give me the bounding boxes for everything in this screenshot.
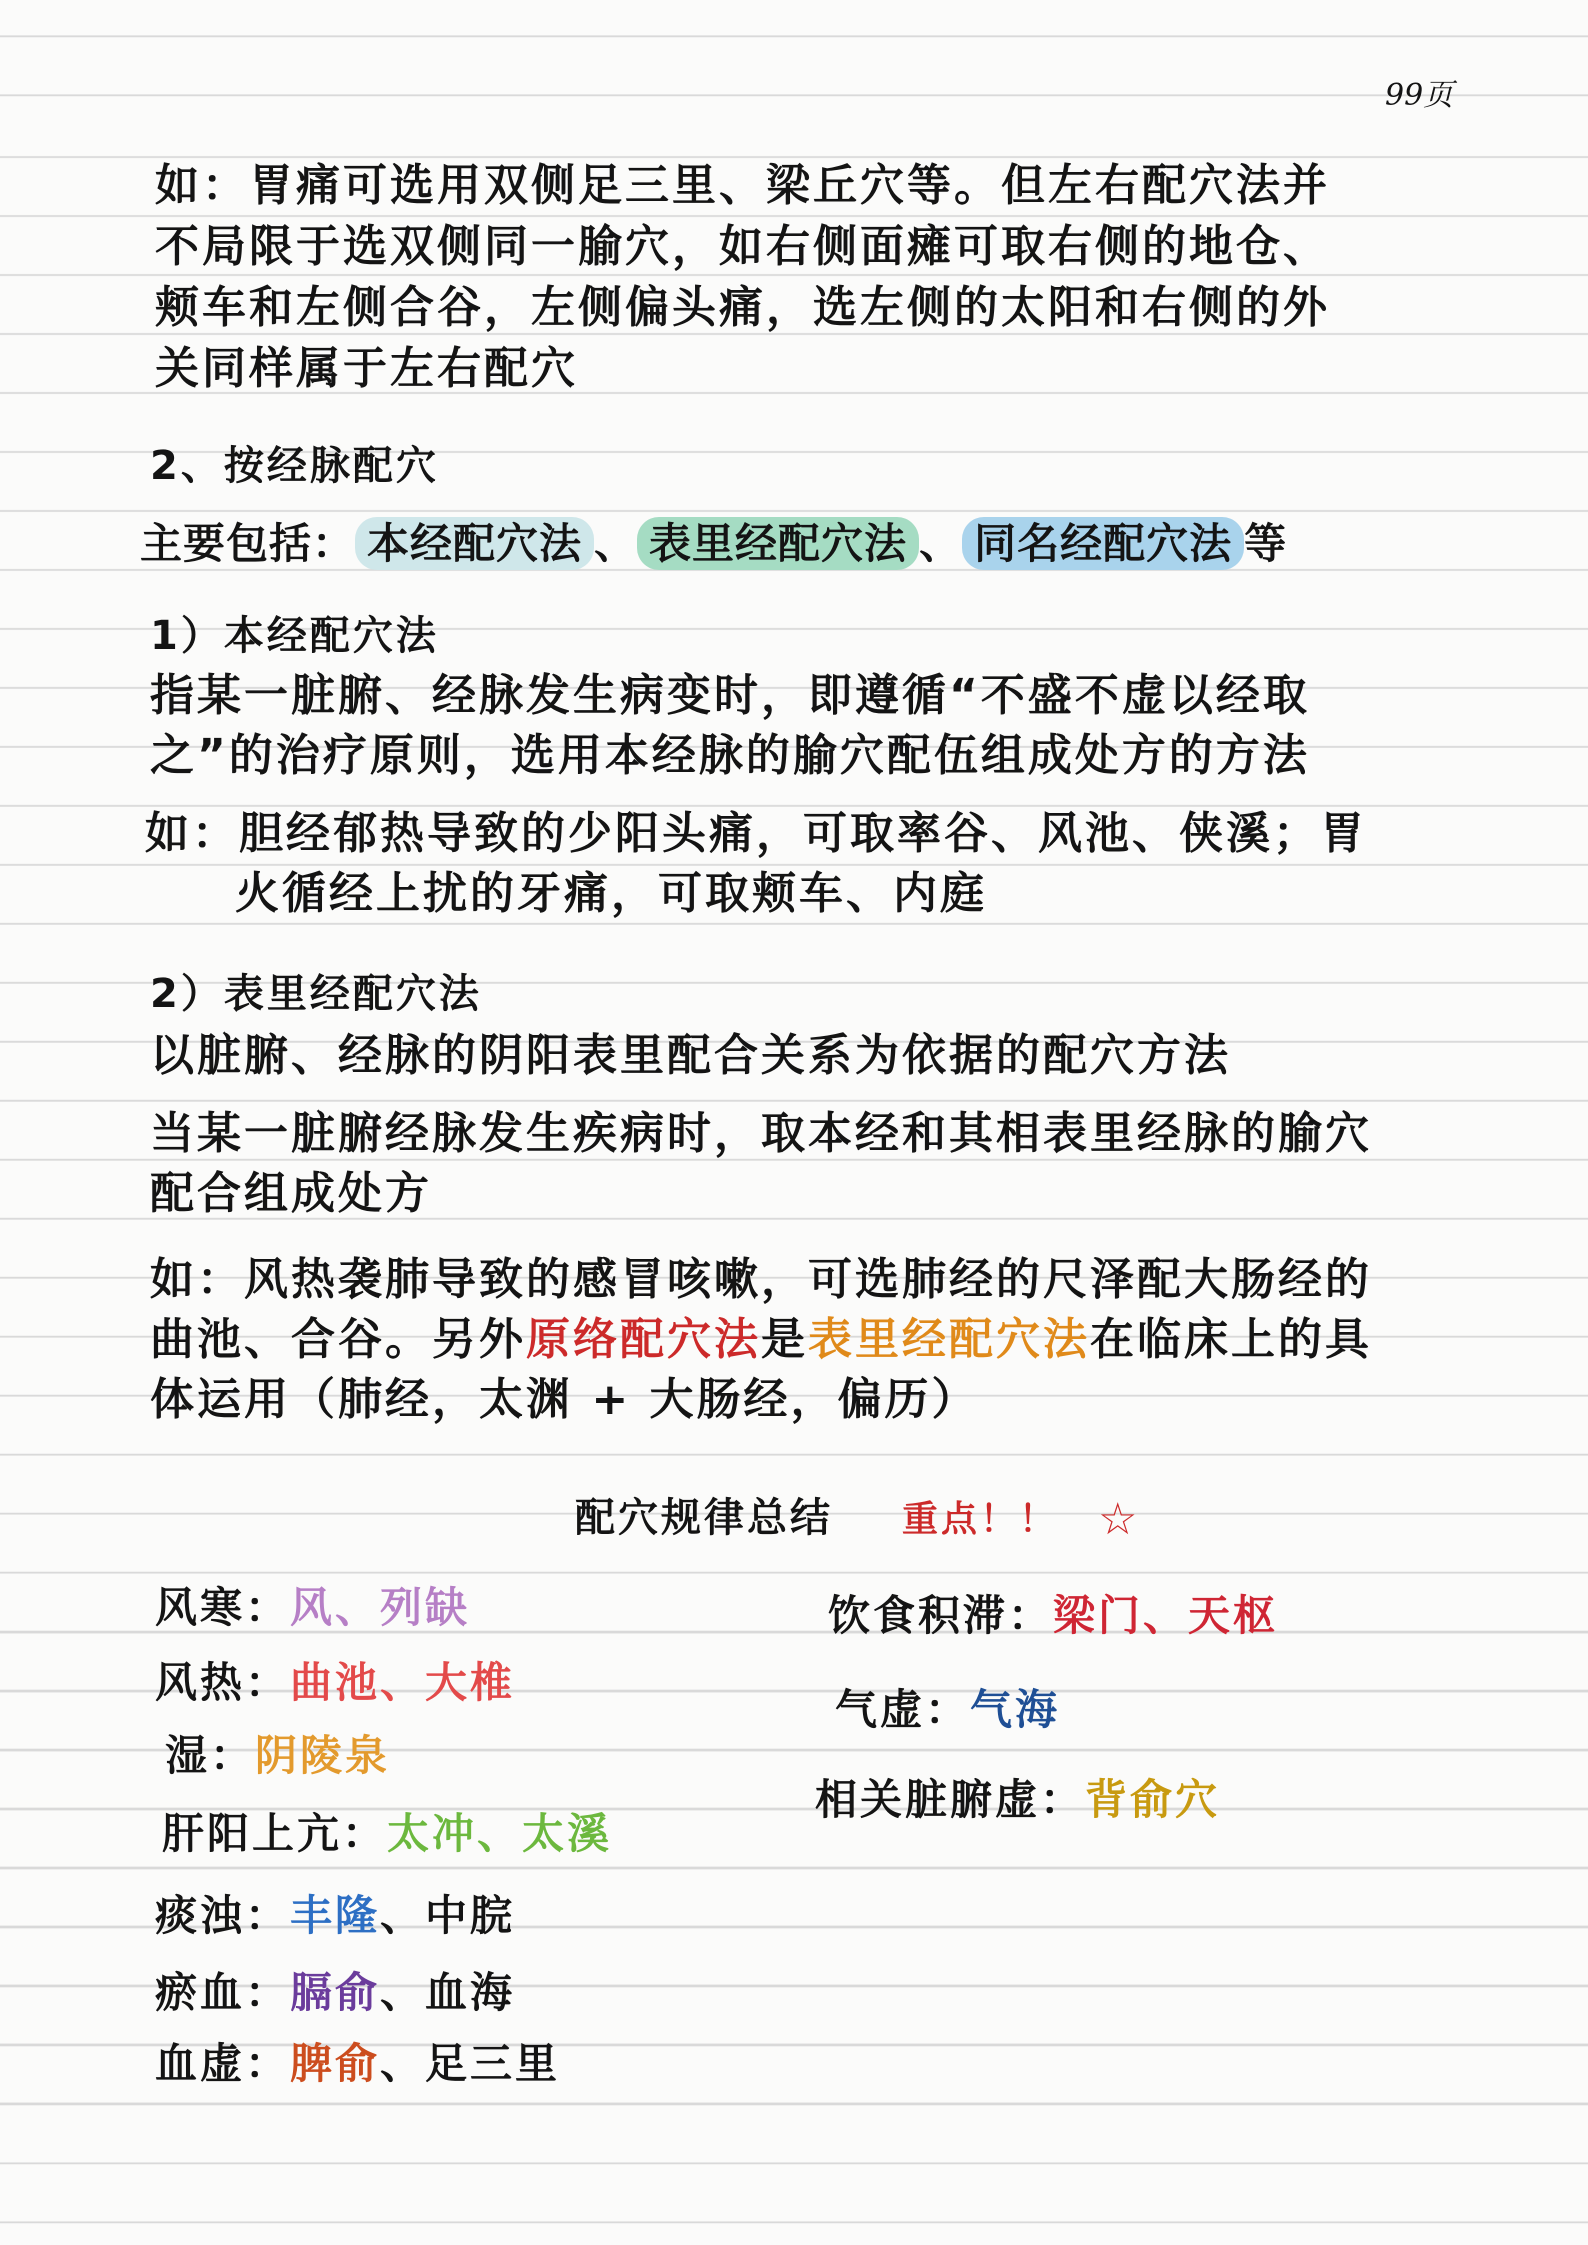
summary-suffix: 等 xyxy=(1244,519,1288,568)
rule-value: 阴陵泉 xyxy=(255,1731,391,1780)
rule-label: 风寒： xyxy=(155,1583,291,1632)
summary-prefix: 主要包括： xyxy=(140,519,356,568)
method-highlight-2: 表里经配穴法 xyxy=(637,517,919,570)
rule-value: 背俞穴 xyxy=(1085,1775,1221,1824)
summary-sep-1: 、 xyxy=(594,519,638,568)
rule-food-stagnation xyxy=(828,1588,1278,1644)
rule-value: 风、列缺 xyxy=(290,1583,471,1632)
method-highlight-1: 本经配穴法 xyxy=(355,517,594,570)
method-highlight-3: 同名经配穴法 xyxy=(962,517,1244,570)
yuanluo-method: 原络配穴法 xyxy=(526,1314,761,1365)
sub2-when-line1: 当某一脏腑经脉发生疾病时，取本经和其相表里经脉的腧穴 xyxy=(150,1108,1372,1159)
star-icon: ☆ xyxy=(1098,1494,1138,1545)
rule-value: 膈俞 xyxy=(290,1968,381,2017)
sub1-heading: 1）本经配穴法 xyxy=(150,613,439,659)
rule-damp xyxy=(165,1728,390,1784)
rule-extra: 、足三里 xyxy=(380,2039,561,2088)
rule-label: 瘀血： xyxy=(155,1968,291,2017)
rule-phlegm xyxy=(155,1888,515,1944)
rule-wind-heat xyxy=(155,1655,515,1711)
rule-value: 脾俞 xyxy=(290,2039,381,2088)
rule-label: 相关脏腑虚： xyxy=(815,1775,1086,1824)
important-mark: 重点！！ xyxy=(902,1499,1059,1540)
summary-title: 配穴规律总结 xyxy=(575,1495,833,1541)
example-suffix: 在临床上的具 xyxy=(1090,1314,1372,1365)
rule-value: 曲池、大椎 xyxy=(290,1658,516,1707)
rule-label: 血虚： xyxy=(155,2039,291,2088)
rule-label: 饮食积滞： xyxy=(828,1591,1054,1640)
rule-extra: 、血海 xyxy=(380,1968,516,2017)
sub2-example-line3: 体运用（肺经，太渊 + 大肠经，偏历） xyxy=(150,1374,979,1425)
section2-heading: 2、按经脉配穴 xyxy=(150,443,439,489)
rule-qi-deficiency xyxy=(835,1682,1060,1738)
rule-value: 丰隆 xyxy=(290,1891,381,1940)
biaoli-method: 表里经配穴法 xyxy=(808,1314,1090,1365)
sub1-def-line1: 指某一脏腑、经脉发生病变时，即遵循“不盛不虚以经取 xyxy=(150,670,1310,721)
rule-blood-deficiency xyxy=(155,2036,560,2092)
rule-value: 气海 xyxy=(970,1685,1061,1734)
para1-line3: 颊车和左侧合谷，左侧偏头痛，选左侧的太阳和右侧的外 xyxy=(155,282,1330,333)
rule-label: 风热： xyxy=(155,1658,291,1707)
rule-organ-deficiency xyxy=(815,1772,1220,1828)
rule-liver-yang xyxy=(162,1806,612,1862)
rule-label: 湿： xyxy=(165,1731,256,1780)
sub2-def: 以脏腑、经脉的阴阳表里配合关系为依据的配穴方法 xyxy=(150,1030,1231,1081)
para1-line1: 如：胃痛可选用双侧足三里、梁丘穴等。但左右配穴法并 xyxy=(155,160,1330,211)
sub1-def-line2: 之”的治疗原则，选用本经脉的腧穴配伍组成处方的方法 xyxy=(150,730,1310,781)
page-number: 99页 xyxy=(1385,78,1454,113)
sub2-example-line1: 如：风热袭肺导致的感冒咳嗽，可选肺经的尺泽配大肠经的 xyxy=(150,1254,1372,1305)
summary-sep-2: 、 xyxy=(919,519,963,568)
rule-blood-stasis xyxy=(155,1965,515,2021)
sub1-example-line1: 如：胆经郁热导致的少阳头痛，可取率谷、风池、侠溪；胃 xyxy=(145,808,1367,859)
rule-extra: 、中脘 xyxy=(380,1891,516,1940)
para1-line2: 不局限于选双侧同一腧穴，如右侧面瘫可取右侧的地仓、 xyxy=(155,221,1330,272)
rule-label: 肝阳上亢： xyxy=(162,1809,388,1858)
sub2-example-line2 xyxy=(150,1312,1372,1368)
rule-label: 痰浊： xyxy=(155,1891,291,1940)
section2-summary xyxy=(140,516,1287,572)
example-mid: 是 xyxy=(761,1314,808,1365)
sub2-heading: 2）表里经配穴法 xyxy=(150,971,482,1017)
para1-line4: 关同样属于左右配穴 xyxy=(155,343,578,394)
sub2-when-line2: 配合组成处方 xyxy=(150,1168,432,1219)
rule-wind-cold xyxy=(155,1580,470,1636)
sub1-example-line2: 火循经上扰的牙痛，可取颊车、内庭 xyxy=(235,868,987,919)
rule-label: 气虚： xyxy=(835,1685,971,1734)
rule-value: 梁门、天枢 xyxy=(1053,1591,1279,1640)
example-prefix: 曲池、合谷。另外 xyxy=(150,1314,526,1365)
rule-value: 太冲、太溪 xyxy=(387,1809,613,1858)
